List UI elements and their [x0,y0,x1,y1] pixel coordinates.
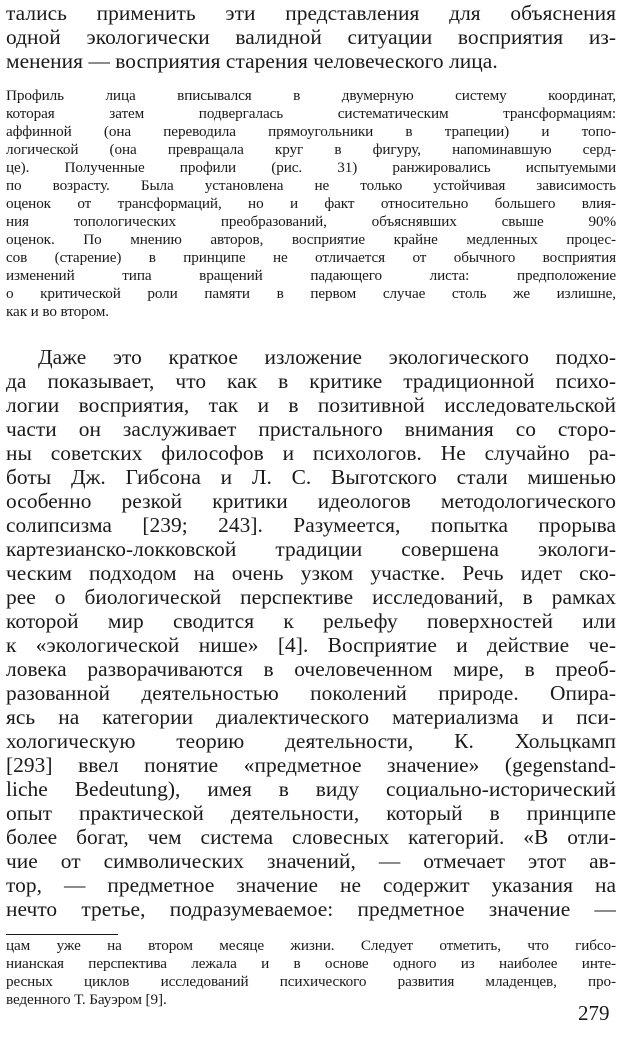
small-print-line: сов (старение) в принципе не отличается от обычного восприятия [6,249,616,266]
footnote-line: веденного Т. Бауэром [9]. [6,991,167,1008]
small-print-line: ния топологических преобразований, объяснявших свыше 90% [6,213,616,230]
body-text-line: разованной деятельностью поколений природе. Опира- [6,681,616,705]
body-text-line: картезианско-локковской традиции совершена экологи- [6,537,616,561]
body-text-line: рее о биологической перспективе исследований, в рамках [6,585,616,609]
body-text-line: ческим подходом на очень узком участке. Речь идет ско- [6,561,616,585]
small-print-line: изменений типа вращений падающего листа: предположение [6,267,616,284]
body-text-line: тор, — предметное значение не содержит указания на [6,873,616,897]
small-print-line: по возрасту. Была установлена не только устойчивая зависимость [6,177,616,194]
body-text-line: да показывает, что как в критике традиционной психо- [6,369,616,393]
body-text-line: liche Bedeutung), имея в виду социально-исторический [6,777,616,801]
body-text-line: менения — восприятия старения человеческого лица. [6,49,498,73]
footnote-line: цам уже на втором месяце жизни. Следует отметить, что гибсо- [6,937,616,954]
body-text-line: опыт практической деятельности, который в принципе [6,801,616,825]
body-text-line: особенно резкой критики идеологов методологического [6,489,616,513]
body-text-line: нечто третье, подразумеваемое: предметное значение — [6,897,616,921]
body-text-line: [293] ввел понятие «предметное значение» (gegenstand- [6,753,616,777]
small-print-line: аффинной (она переводила прямоугольники в трапеции) и топо- [6,123,616,140]
footnote-line: ресных циклов исследований психического развития младенцев, про- [6,973,616,990]
small-print-line: логической (она превращала круг в фигуру, напоминавшую серд- [6,141,616,158]
page-number: 279 [578,1001,610,1025]
body-text-line: хологическую теорию деятельности, К. Хольцкамп [6,729,616,753]
small-print-line: которая затем подвергалась систематическим трансформациям: [6,105,616,122]
body-text-line: Даже это краткое изложение экологического подхо- [38,345,616,369]
body-text-line: ны советских философов и психологов. Не случайно ра- [6,441,616,465]
body-text-line: ясь на категории диалектического материализма и пси- [6,705,616,729]
small-print-line: как и во втором. [6,303,109,320]
body-text-line: чие от символических значений, — отмечает этот ав- [6,849,616,873]
body-text-line: ловека разворачиваются в очеловеченном мире, в преоб- [6,657,616,681]
body-text-line: боты Дж. Гибсона и Л. С. Выготского стали мишенью [6,465,616,489]
footnote-separator [6,934,118,935]
body-text-line: к «экологической нише» [4]. Восприятие и действие че- [6,633,616,657]
body-text-line: части он заслуживает пристального внимания со сторо- [6,417,616,441]
small-print-line: оценок. По мнению авторов, восприятие крайне медленных процес- [6,231,616,248]
small-print-line: оценок от трансформаций, но и факт относительно большего влия- [6,195,616,212]
small-print-line: це). Полученные профили (рис. 31) ранжировались испытуемыми [6,159,616,176]
small-print-line: Профиль лица вписывался в двумерную систему координат, [6,87,616,104]
body-text-line: более богат, чем система словесных категорий. «В отли- [6,825,616,849]
small-print-line: о критической роли памяти в первом случае столь же излишне, [6,285,616,302]
body-text-line: одной экологически валидной ситуации восприятия из- [6,25,616,49]
body-text-line: солипсизма [239; 243]. Разумеется, попытка прорыва [6,513,616,537]
body-text-line: тались применить эти представления для объяснения [6,1,616,25]
body-text-line: логии восприятия, так и в позитивной исследовательской [6,393,616,417]
body-text-line: которой мир сводится к рельефу поверхностей или [6,609,616,633]
footnote-line: нианская перспектива лежала и в основе одного из наиболее инте- [6,955,616,972]
